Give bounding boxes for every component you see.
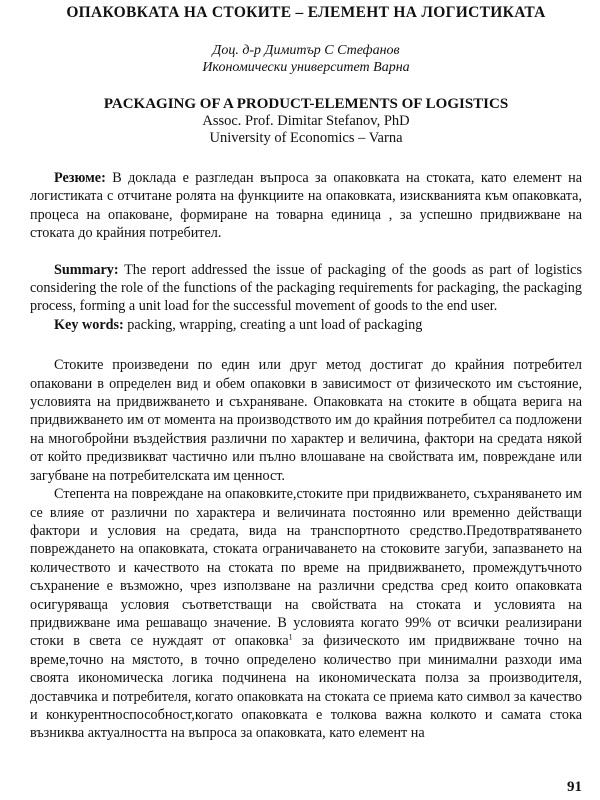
abstract-bulgarian bbox=[30, 169, 582, 243]
body-paragraph-2 bbox=[30, 485, 582, 743]
abstract-text: В доклада е разгледан въпроса за опаковката на стоката, като елемент на логистиката с отчитане ролята на функциите на опаковката, изискванията към опаковката, процеса на опаковане, формиране на товарна единица , за успешно придвижване на стоката до крайния потребител. bbox=[30, 170, 582, 242]
page-number: 91 bbox=[567, 779, 582, 795]
body-paragraph-1: Стоките произведени по един или друг метод достигат до крайния потребител опаковани в определен вид и обем опаковки в зависимост от физическото им състояние, условията на придвижването и съхраняване. Опаковката на стоките в общата верига на придвижването им от момента на производството им до крайния потребител са подложени на многобройни въздействия различни по характер и величина, фактори на средата някой от който предизвикват частично или пълно влошаване на свойствата им, повреждане или загубване на потребителската им ценност. bbox=[30, 357, 582, 484]
english-title: PACKAGING OF A PRODUCT-ELEMENTS OF LOGISTICS bbox=[103, 96, 509, 112]
abstract-label: Резюме: bbox=[54, 170, 106, 186]
footnote-mark: 1 bbox=[288, 632, 293, 642]
bulgarian-author-block bbox=[30, 42, 582, 76]
summary-english bbox=[30, 261, 582, 316]
keywords-label: Key words: bbox=[54, 316, 124, 333]
bulgarian-title: ОПАКОВКАТА НА СТОКИТЕ – ЕЛЕМЕНТ НА ЛОГИСТИКАТА bbox=[66, 4, 546, 21]
keywords bbox=[30, 316, 582, 334]
english-author: Assoc. Prof. Dimitar Stefanov, PhD bbox=[202, 113, 410, 129]
keywords-text: packing, wrapping, creating a unt load of packaging bbox=[123, 316, 423, 333]
paragraph-2-text-a: Степента на повреждане на опаковките,стоките при придвижването, съхраняването им се влияе от различни по характера и величината постоянно или временно действащи фактори и условия на средата, вида на транспортното средство.Предотвратяването повреждането на опаковката, стоката ограничаването на стоковите загуби, запазването на количеството и качеството на стоката по време на придвижването, промеждутъчното съхранение е възможно, чрез използване на различни средства сред които опаковката осигуряваща условия съответстващи на свойствата на стоката и условията на придвижване има решаващо значение. В условията когато 99% от всички реализирани стоки в света се нуждаят от опаковка bbox=[30, 486, 582, 650]
paragraph-2-text-b: за физическото им придвижване точно на време,точно на мястото, в точно определено количество при минимални разходи има своята икономическа логика подчинена на икономическата полза за производителя, доставчика и потребителя, когато опаковката на стоката се приема като символ за качество и конкурентноспособност,когато опаковката е толкова важна колкото и самата стока възниква актуалността на въпроса за опаковката, като елемент на bbox=[30, 633, 582, 742]
bulgarian-author: Доц. д-р Димитър С Стефанов bbox=[212, 43, 400, 58]
english-affiliation: University of Economics – Varna bbox=[209, 130, 403, 146]
summary-label: Summary: bbox=[54, 261, 119, 278]
bulgarian-affiliation: Икономически университет Варна bbox=[202, 60, 410, 75]
summary-text: The report addressed the issue of packaging of the goods as part of logistics considering the role of the functions of the packaging requirements for packaging, the packaging process, forming a unit load for the successful movement of goods to the end user. bbox=[30, 261, 582, 315]
